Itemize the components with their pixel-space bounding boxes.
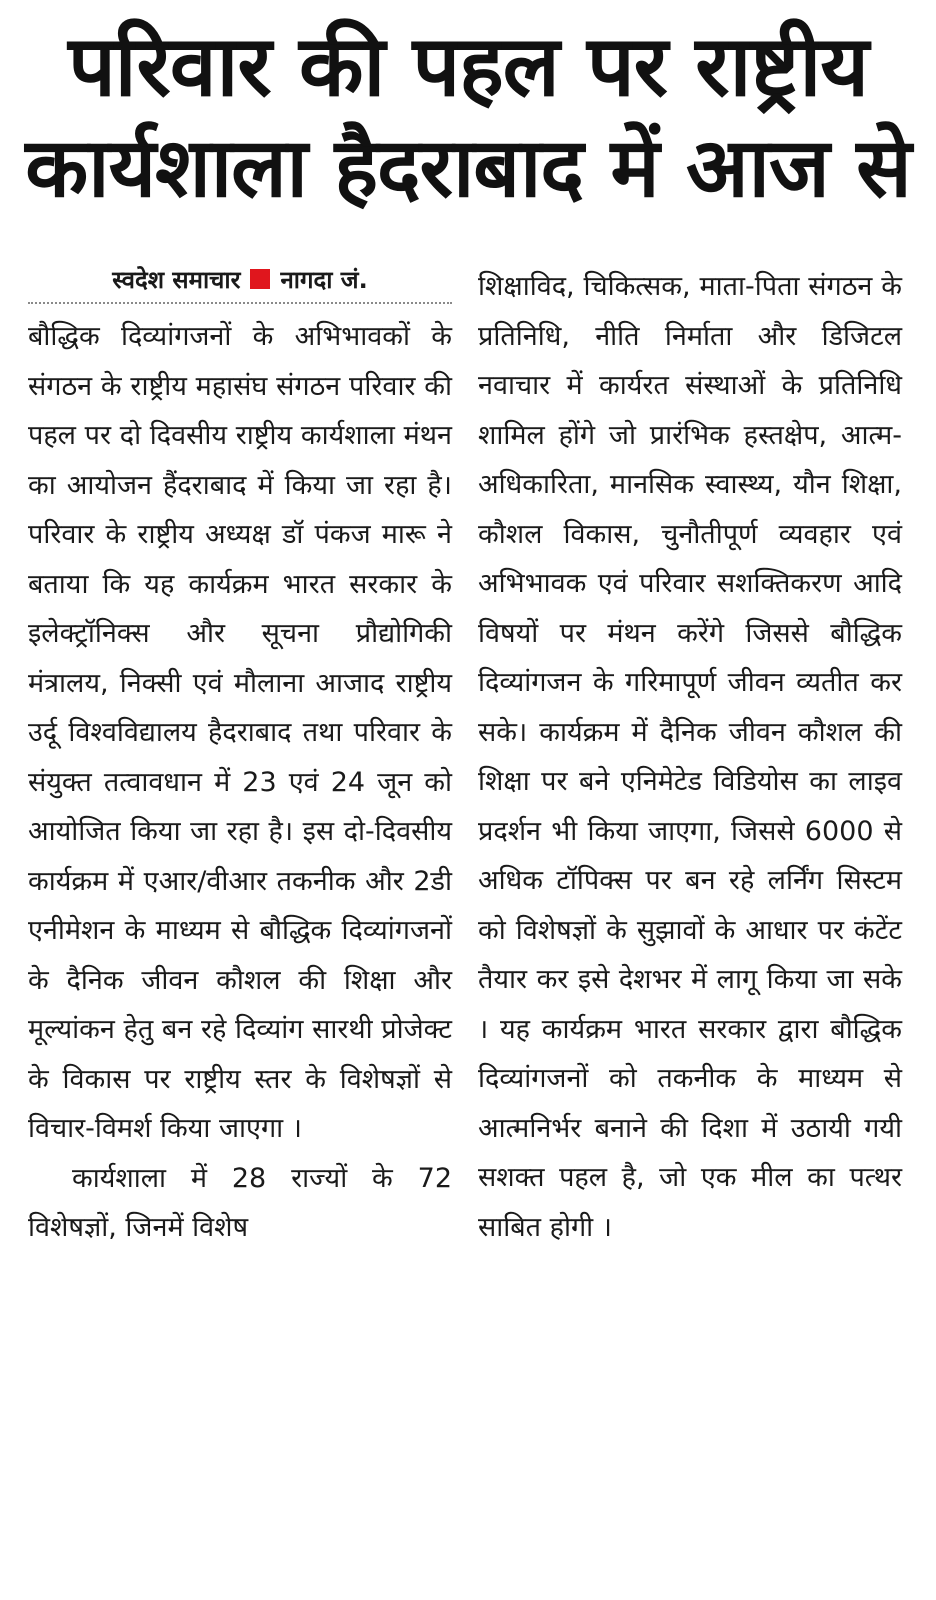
headline-line-1: परिवार की पहल पर राष्ट्रीय	[68, 17, 868, 115]
article-column-right	[478, 262, 902, 1252]
dateline-place: नागदा जं.	[280, 266, 368, 294]
news-source: स्वदेश समाचार	[112, 266, 241, 294]
article-column-left	[28, 258, 452, 1253]
article-paragraph-1: बौद्धिक दिव्यांगजनों के अभिभावकों के संगठन के राष्ट्रीय महासंघ संगठन परिवार की पहल पर दो दिवसीय राष्ट्रीय कार्यशाला मंथन का आयोजन हैंदराबाद में किया जा रहा है। परिवार के राष्ट्रीय अध्यक्ष डॉ पंकज मारू ने बताया कि यह कार्यक्रम भारत सरकार के इलेक्ट्रॉनिक्स और सूचना प्रौद्योगिकी मंत्रालय, निक्सी एवं मौलाना आजाद राष्ट्रीय उर्दू विश्वविद्यालय हैदराबाद तथा परिवार के संयुक्त तत्वावधान में 23 एवं 24 जून को आयोजित किया जा रहा है। इस दो-दिवसीय कार्यक्रम में एआर/वीआर तकनीक और 2डी एनीमेशन के माध्यम से बौद्धिक दिव्यांगजनों के दैनिक जीवन कौशल की शिक्षा और मूल्यांकन हेतु बन रहे दिव्यांग सारथी प्रोजेक्ट के विकास पर राष्ट्रीय स्तर के विशेषज्ञों से विचार-विमर्श किया जाएगा ।	[28, 321, 452, 1144]
dateline	[28, 258, 452, 304]
article-paragraph-2-start: कार्यशाला में 28 राज्यों के 72 विशेषज्ञों, जिनमें विशेष	[28, 1162, 452, 1243]
article-paragraph-2-continued: शिक्षाविद, चिकित्सक, माता-पिता संगठन के प्रतिनिधि, नीति निर्माता और डिजिटल नवाचार में कार्यरत संस्थाओं के प्रतिनिधि शामिल होंगे जो प्रारंभिक हस्तक्षेप, आत्म-अधिकारिता, मानसिक स्वास्थ्य, यौन शिक्षा, कौशल विकास, चुनौतीपूर्ण व्यवहार एवं अभिभावक एवं परिवार सशक्तिकरण आदि विषयों पर मंथन करेंगे जिससे बौद्धिक दिव्यांगजन के गरिमापूर्ण जीवन व्यतीत कर सके। कार्यक्रम में दैनिक जीवन कौशल की शिक्षा पर बने एनिमेटेड विडियोस का लाइव प्रदर्शन भी किया जाएगा, जिससे 6000 से अधिक टॉपिक्स पर बन रहे लर्निंग सिस्टम को विशेषज्ञों के सुझावों के आधार पर कंटेंट तैयार कर इसे देशभर में लागू किया जा सके । यह कार्यक्रम भारत सरकार द्वारा बौद्धिक दिव्यांगजनों को तकनीक के माध्यम से आत्मनिर्भर बनाने की दिशा में उठायी गयी सशक्त पहल है, जो एक मील का पत्थर साबित होगी ।	[478, 271, 902, 1243]
red-square-separator-icon	[250, 269, 270, 289]
headline-line-2: कार्यशाला हैदराबाद में आज से	[25, 121, 911, 216]
